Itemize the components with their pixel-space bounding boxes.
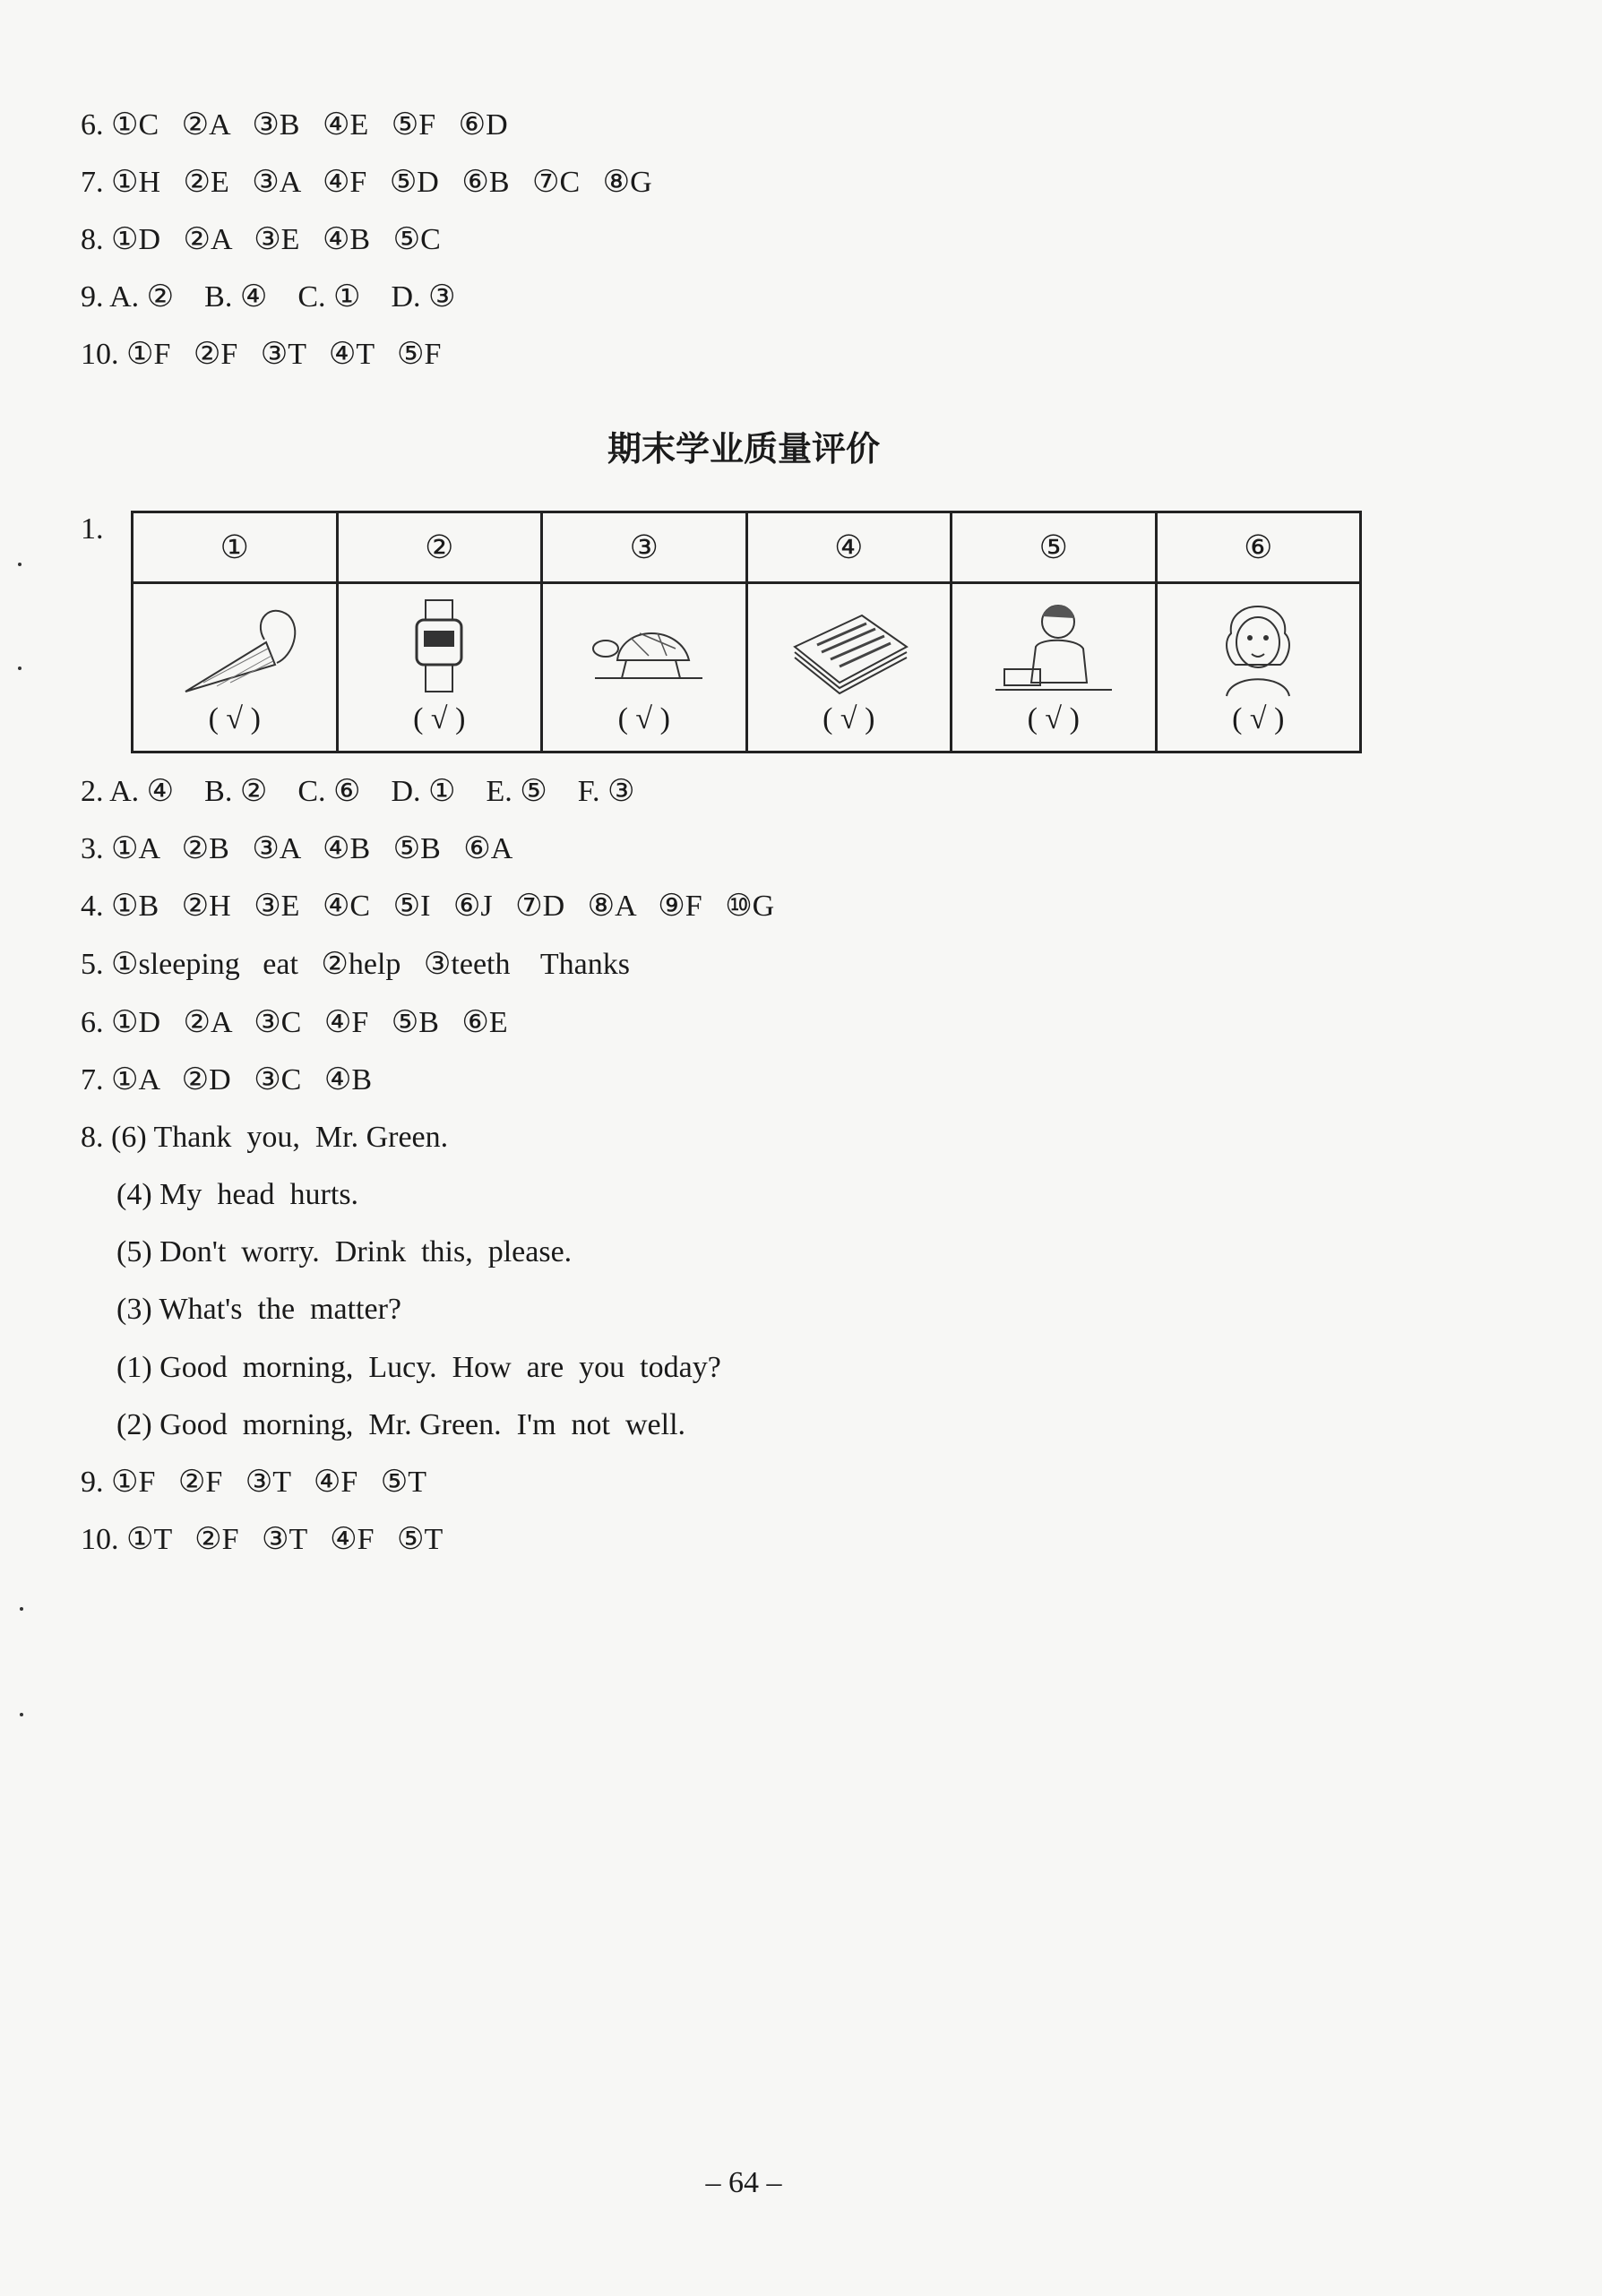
scan-dot [18,666,22,670]
question-1-table [131,511,1362,753]
answer-line-7b: 7. ①A ②D ③C ④B [81,1063,373,1096]
picture-cell [337,583,542,752]
answer-line-8b: 8. (6) Thank you, Mr. Green. [81,1121,449,1154]
picture-cell [1156,583,1361,752]
check-mark: ( √ ) [617,702,670,735]
answer-line-9b: 9. ①F ②F ③T ④F ⑤T [81,1466,427,1499]
newspaper-icon [781,593,916,701]
dialogue-line: (2) Good morning, Mr. Green. I'm not well. [116,1408,686,1441]
table-picture-row [133,583,1361,752]
table-header-row [133,512,1361,583]
header-cell: ④ [746,512,952,583]
girl-face-icon [1191,593,1325,701]
section-title: 期末学业质量评价 [607,429,880,469]
answer-line-10: 10. ①F ②F ③T ④T ⑤F [81,338,442,371]
answer-line-6b: 6. ①D ②A ③C ④F ⑤B ⑥E [81,1006,508,1039]
answer-line-10b: 10. ①T ②F ③T ④F ⑤T [81,1523,444,1556]
header-cell: ⑤ [952,512,1157,583]
header-cell: ③ [542,512,747,583]
picture-cell [542,583,747,752]
dialogue-line: (1) Good morning, Lucy. How are you today? [116,1351,721,1384]
dialogue-line: (3) What's the matter? [116,1293,401,1326]
watch-icon [372,593,506,701]
answer-line-6: 6. ①C ②A ③B ④E ⑤F ⑥D [81,108,508,142]
scan-dot [20,1607,23,1611]
picture-cell [133,583,338,752]
check-mark: ( √ ) [823,702,875,735]
question-1-label: 1. [81,512,104,546]
dialogue-line: (5) Don't worry. Drink this, please. [116,1235,573,1268]
answer-line-4: 4. ①B ②H ③E ④C ⑤I ⑥J ⑦D ⑧A ⑨F ⑩G [81,890,775,923]
answer-line-3: 3. ①A ②B ③A ④B ⑤B ⑥A [81,832,513,865]
header-cell: ① [133,512,338,583]
picture-cell [746,583,952,752]
check-mark: ( √ ) [1027,702,1080,735]
boy-playing-icon [986,593,1121,701]
answer-line-5: 5. ①sleeping eat ②help ③teeth Thanks [81,948,630,981]
answer-line-7: 7. ①H ②E ③A ④F ⑤D ⑥B ⑦C ⑧G [81,166,652,199]
header-cell: ⑥ [1156,512,1361,583]
turtle-icon [577,593,711,701]
page-number: – 64 – [705,2166,782,2199]
check-mark: ( √ ) [413,702,466,735]
answer-line-2: 2. A. ④ B. ② C. ⑥ D. ① E. ⑤ F. ③ [81,775,635,808]
check-mark: ( √ ) [208,702,261,735]
check-mark: ( √ ) [1232,702,1285,735]
ice-cream-icon [168,593,302,701]
picture-cell [952,583,1157,752]
scan-dot [18,563,22,566]
answer-line-8: 8. ①D ②A ③E ④B ⑤C [81,223,441,256]
scan-dot [20,1713,23,1716]
answer-line-9: 9. A. ② B. ④ C. ① D. ③ [81,280,456,314]
dialogue-line: (4) My head hurts. [116,1178,359,1211]
header-cell: ② [337,512,542,583]
